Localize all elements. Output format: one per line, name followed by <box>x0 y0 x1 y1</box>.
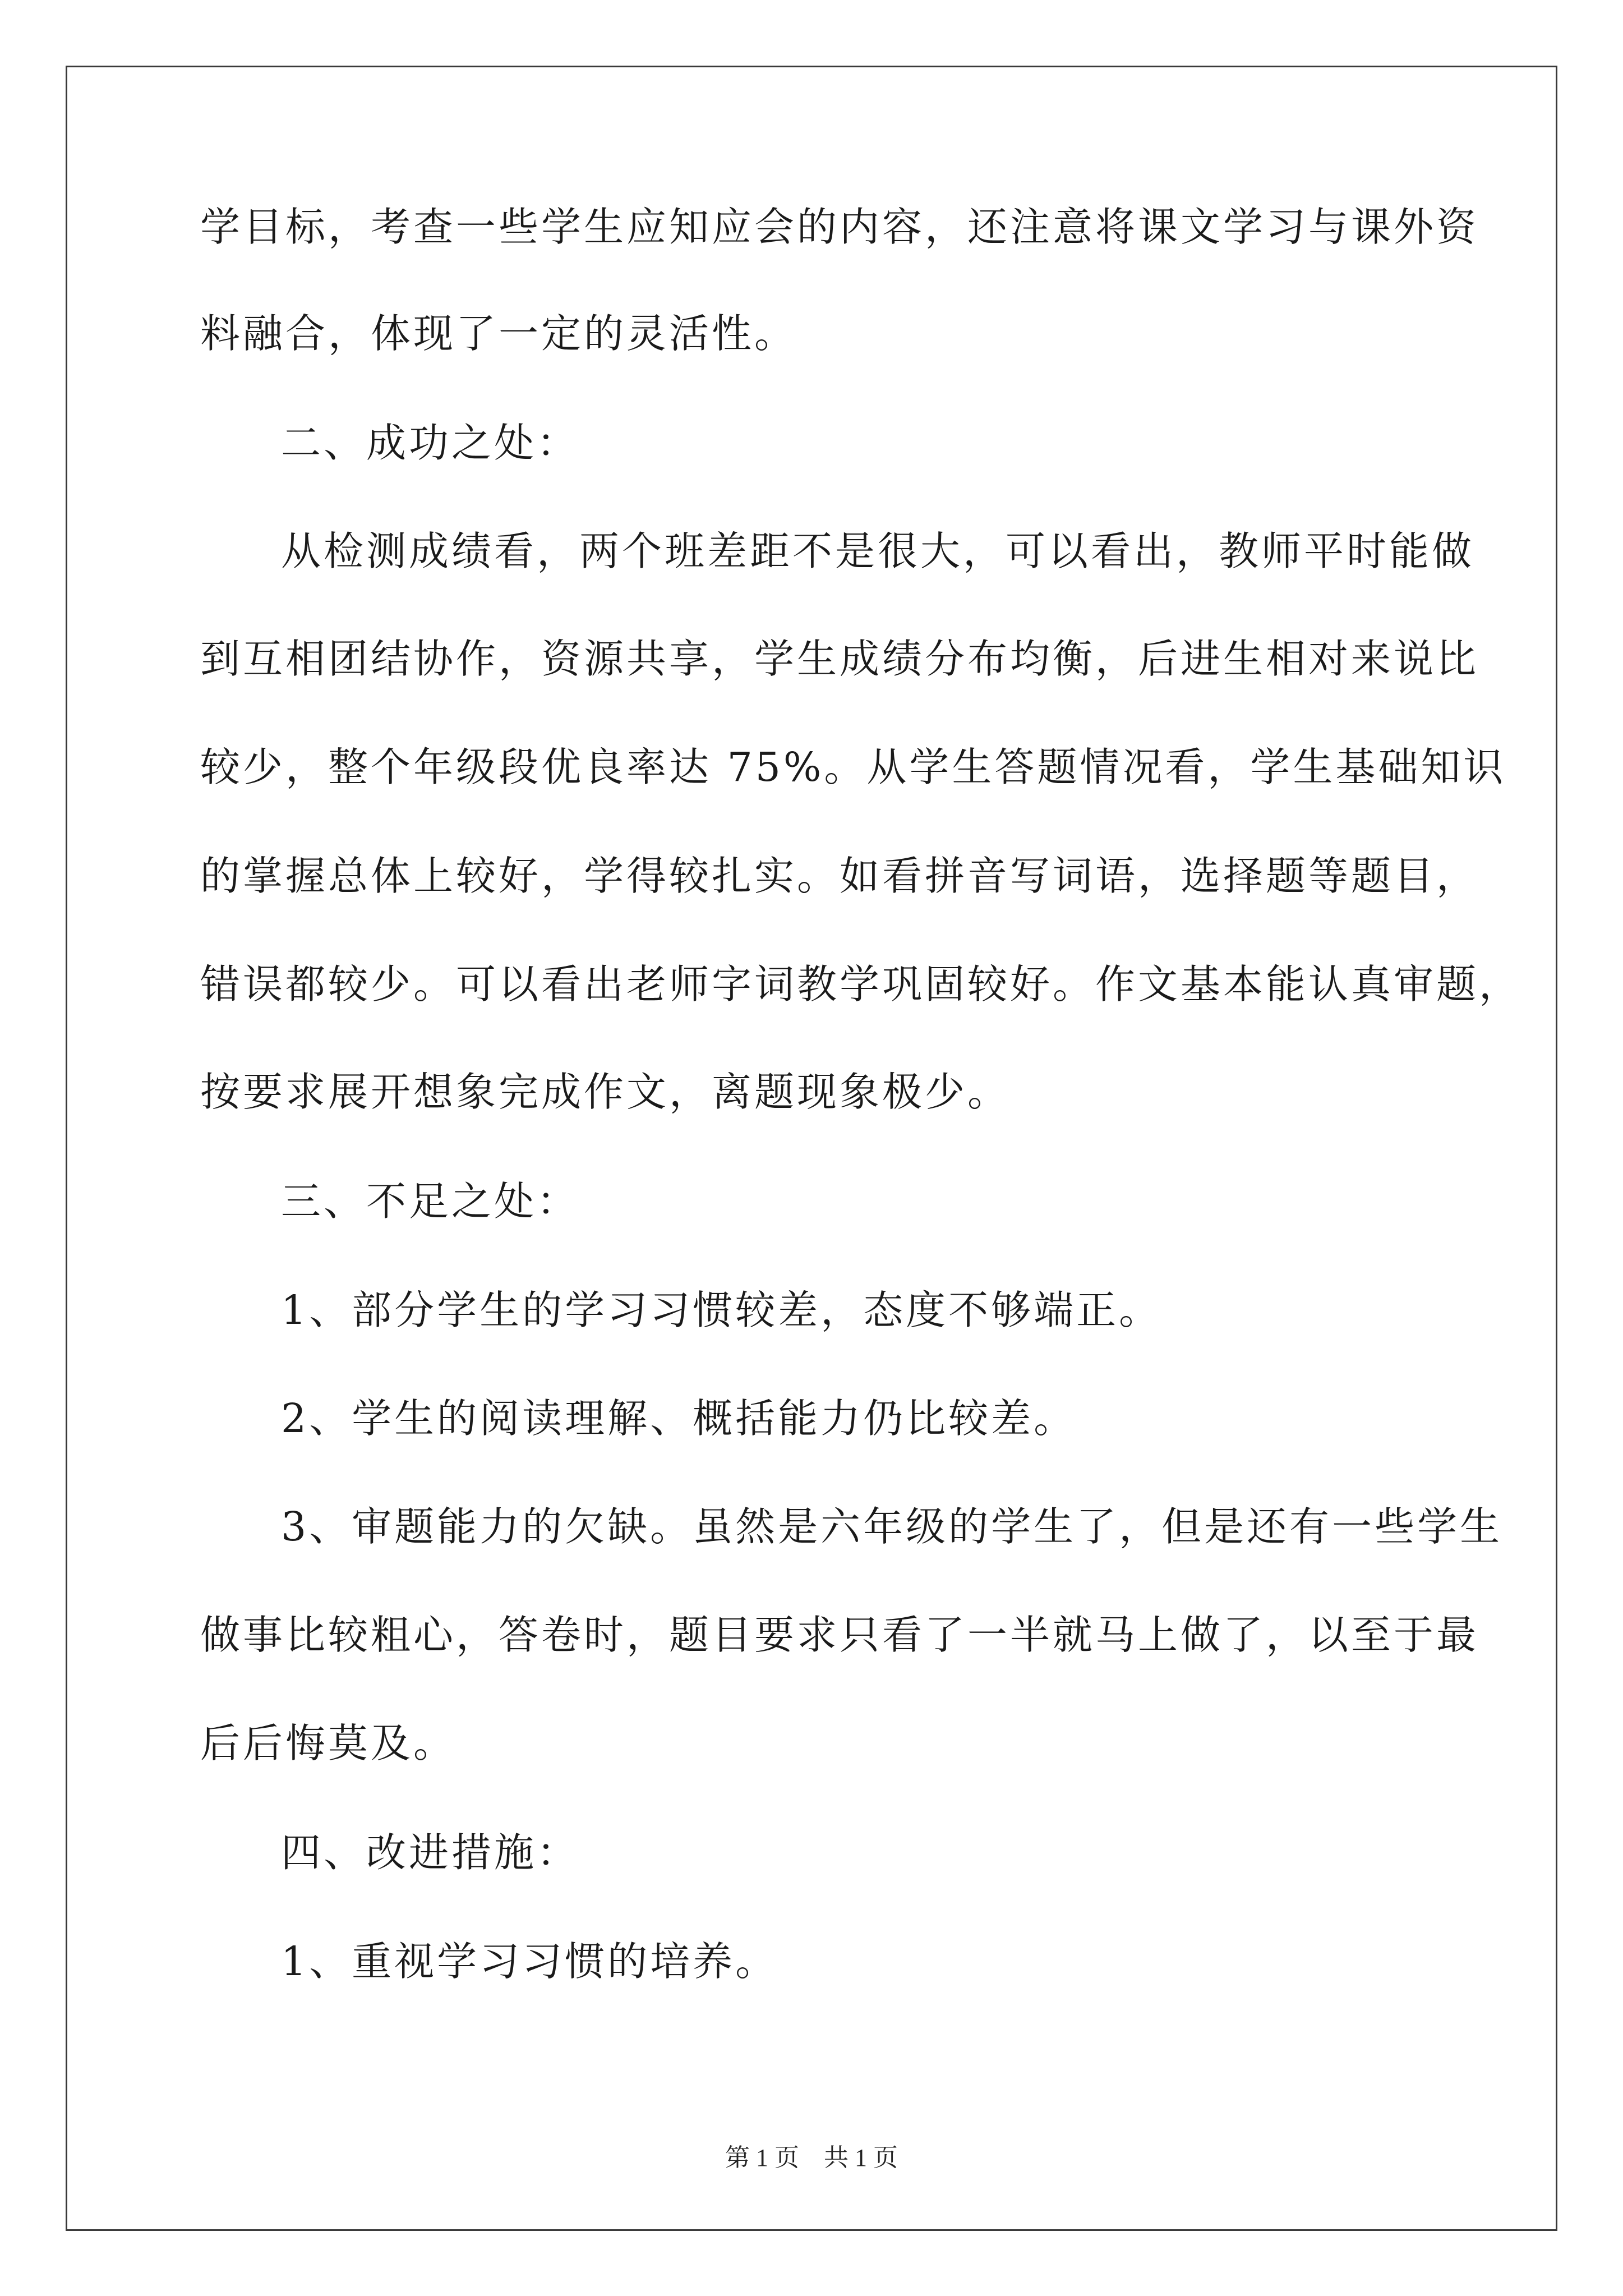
section-heading: 四、改进措施： <box>281 1829 580 1876</box>
list-item: 1、重视学习习惯的培养。 <box>281 1938 778 1985</box>
list-item: 1、部分学生的学习习惯较差，态度不够端正。 <box>281 1287 1162 1333</box>
text-line: 按要求展开想象完成作文，离题现象极少。 <box>200 1069 1011 1115</box>
list-item: 2、学生的阅读理解、概括能力仍比较差。 <box>281 1395 1077 1442</box>
text-line: 较少，整个年级段优良率达 75%。从学生答题情况看，学生基础知识 <box>200 744 1506 790</box>
text-line: 错误都较少。可以看出老师字词教学巩固较好。作文基本能认真审题， <box>200 961 1522 1007</box>
text-line: 学目标，考查一些学生应知应会的内容，还注意将课文学习与课外资 <box>200 204 1479 250</box>
text-line: 的掌握总体上较好，学得较扎实。如看拼音写词语，选择题等题目， <box>200 853 1479 899</box>
section-heading: 二、成功之处： <box>281 420 580 466</box>
page-footer: 第 1 页 共 1 页 <box>725 2144 898 2171</box>
text-line: 后后悔莫及。 <box>200 1720 457 1766</box>
page-border <box>66 66 1557 2231</box>
section-heading: 三、不足之处： <box>281 1178 580 1225</box>
text-line: 到互相团结协作，资源共享，学生成绩分布均衡，后进生相对来说比 <box>200 636 1479 682</box>
list-item: 3、审题能力的欠缺。虽然是六年级的学生了，但是还有一些学生 <box>281 1503 1503 1550</box>
text-line: 料融合，体现了一定的灵活性。 <box>200 310 797 357</box>
text-line: 做事比较粗心，答卷时，题目要求只看了一半就马上做了，以至于最 <box>200 1612 1479 1658</box>
paragraph-line: 从检测成绩看，两个班差距不是很大，可以看出，教师平时能做 <box>281 528 1475 574</box>
